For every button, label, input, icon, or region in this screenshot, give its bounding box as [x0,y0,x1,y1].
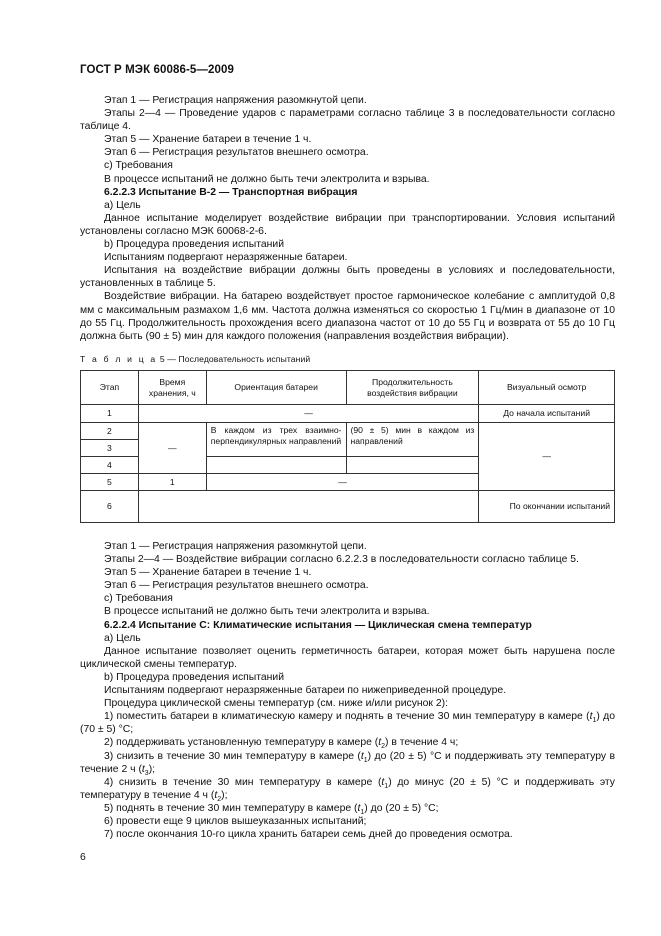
table-cell [346,457,479,474]
sequence-table [80,370,615,523]
table-caption-text: 5 — Последовательность испытаний [159,354,311,364]
paragraph: Данное испытание моделирует воздействие вибрации при транспортировании. Условия испытаний установлены согласно МЭК 60068-2-6. [80,212,615,237]
paragraph: Данное испытание позволяет оценить герметичность батареи, которая может быть нарушена после циклической смены температур. [80,645,615,670]
paragraph: В процессе испытаний не должно быть течи электролита и взрыва. [104,606,430,618]
paragraph: Воздействие вибрации. На батарею воздействует простое гармоническое колебание с амплитудой 0,8 мм с максимальным размахом 1,6 мм. Частота должна изменяться со скоростью 1 Гц/мин в диапазоне от 10 до 55 Гц. Продолжительность прохождения всего диапазона частот от 10 до 55 Гц и возврата от 55 до 10 Гц должна быть (90 ± 5) мин для каждого положения (направления воздействия вибрации). [80,291,615,342]
paragraph: Этапы 2—4 — Проведение ударов с параметрами согласно таблице 3 в последовательности согласно таблице 4. [80,108,615,133]
table-cell: — [206,474,479,491]
paragraph: Испытаниям подвергают неразряженные батареи. [104,252,348,264]
section-heading: 6.2.2.4 Испытание С: Климатические испытания — Циклическая смена температур [104,619,532,631]
paragraph: Этап 1 — Регистрация напряжения разомкнутой цепи. [104,541,367,552]
paragraph: a) Цель [104,199,141,211]
bottom-text-block [80,540,615,841]
table-cell: По окончании испытаний [479,491,615,523]
table-cell: 1 [81,405,139,423]
paragraph: Испытания на воздействие вибрации должны быть проведены в условиях и последовательности, установленных в таблице 5. [80,265,615,290]
table-row [81,491,615,523]
paragraph: В процессе испытаний не должно быть течи электролита и взрыва. [104,173,430,185]
procedure-step: 4) снизить в течение 30 мин температуру в камере $(t_1)$ до минус (20 ± 5) °C и поддерживать эту температуру в течение 4 ч $(t_2)$; [80,776,615,803]
paragraph: b) Процедура проведения испытаний [104,671,285,683]
table-cell [138,491,478,523]
paragraph: Этапы 2—4 — Воздействие вибрации согласно 6.2.2.3 в последовательности согласно таблице 5. [104,554,579,566]
table-cell: — [479,423,615,491]
paragraph: b) Процедура проведения испытаний [104,239,285,251]
table-row [81,423,615,440]
paragraph: Процедура циклической смены температур (см. ниже и/или рисунок 2): [104,698,448,710]
paragraph: Этап 6 — Регистрация результатов внешнего осмотра. [104,147,369,159]
table-cell [206,457,346,474]
procedure-step: 6) провести еще 9 циклов вышеуказанных испытаний; [104,815,367,827]
table-header-cell: Визуальный осмотр [479,371,615,405]
paragraph: Этап 6 — Регистрация результатов внешнего осмотра. [104,580,369,592]
top-text-block [80,94,615,343]
procedure-step: 7) после окончания 10-го цикла хранить батареи семь дней до проведения осмотра. [104,829,513,841]
paragraph: c) Требования [104,593,173,605]
paragraph: Этап 1 — Регистрация напряжения разомкнутой цепи. [104,95,367,106]
procedure-step: 2) поддерживать установленную температуру в камере $(t_2)$ в течение 4 ч; [104,737,459,751]
paragraph: Этап 5 — Хранение батареи в течение 1 ч. [104,134,312,146]
table-cell: В каждом из трех взаимно-перпендикулярных направлений [206,423,346,457]
procedure-step: 3) снизить в течение 30 мин температуру в камере $(t_1)$ до (20 ± 5) °C и поддерживать эту температуру в течение 2 ч $(t_3)$; [80,750,615,777]
table-caption [80,354,310,364]
table-header-cell: Ориентация батареи [206,371,346,405]
table-cell: — [138,405,478,423]
paragraph: Испытаниям подвергают неразряженные батареи по нижеприведенной процедуре. [104,685,507,697]
section-heading: 6.2.2.3 Испытание В-2 — Транспортная вибрация [104,186,358,198]
table-caption-prefix: Т а б л и ц а [80,354,158,364]
table-header-cell: Время хранения, ч [138,371,206,405]
paragraph: c) Требования [104,160,173,172]
procedure-step: 5) поднять в течение 30 мин температуру в камере $(t_1)$ до (20 ± 5) °C; [104,802,439,816]
table-cell: — [138,423,206,474]
table-cell: 2 [81,423,139,440]
document-header: ГОСТ Р МЭК 60086-5—2009 [80,64,234,76]
paragraph: Этап 5 — Хранение батареи в течение 1 ч. [104,567,312,579]
table-cell: 4 [81,457,139,474]
table-cell: 1 [138,474,206,491]
paragraph: a) Цель [104,632,141,644]
table-row [81,405,615,423]
page-number: 6 [80,852,86,863]
table-cell: 5 [81,474,139,491]
table-cell: До начала испытаний [479,405,615,423]
procedure-step: 1) поместить батареи в климатическую камеру и поднять в течение 30 мин температуру в камере $(t_1)$ до (70 ± 5) °C; [80,711,615,736]
table-cell: 6 [81,491,139,523]
table-cell: (90 ± 5) мин в каждом из направлений [346,423,479,457]
table-cell: 3 [81,440,139,457]
table-header-cell: Продолжительность воздействия вибрации [346,371,479,405]
table-header-cell: Этап [81,371,139,405]
table-header-row [81,371,615,405]
